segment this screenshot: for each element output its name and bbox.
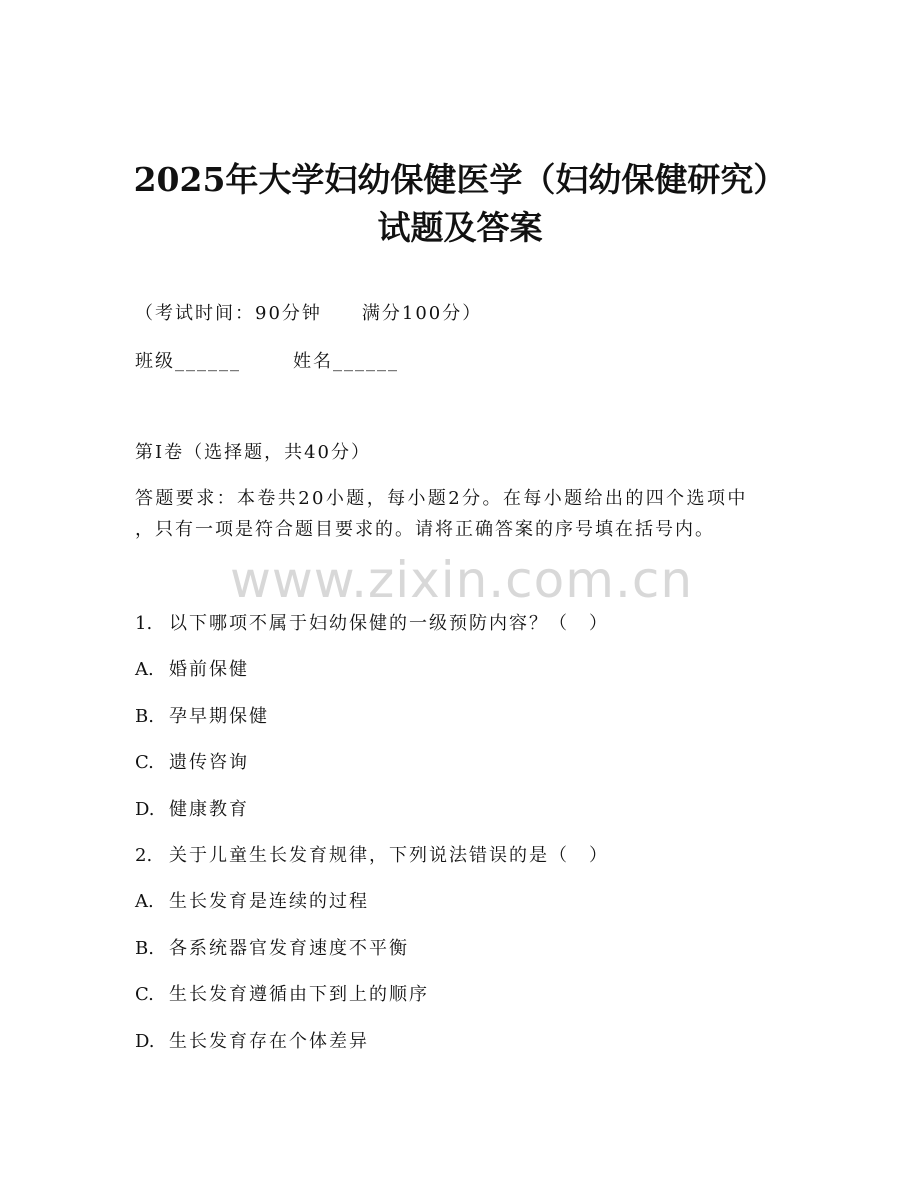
option-letter: C. (135, 752, 154, 773)
watermark: www.zixin.com.cn (230, 551, 694, 609)
name-label: 姓名______ (293, 351, 399, 372)
option-letter: D. (135, 799, 155, 820)
question-2-option-b (135, 936, 409, 962)
requirements-line-1: 答题要求：本卷共20小题，每小题2分。在每小题给出的四个选项中 (135, 488, 748, 509)
option-text: 遗传咨询 (169, 752, 249, 773)
question-number: 2. (135, 845, 153, 866)
question-1-option-d (135, 797, 249, 823)
option-letter: C. (135, 984, 154, 1005)
option-text: 健康教育 (169, 799, 249, 820)
option-letter: B. (135, 706, 154, 727)
document-title-line-1: 2025年大学妇幼保健医学（妇幼保健研究） (133, 160, 787, 199)
question-2 (135, 843, 609, 869)
question-number: 1. (135, 613, 153, 634)
option-text: 孕早期保健 (169, 706, 269, 727)
option-letter: B. (135, 938, 154, 959)
question-2-option-a (135, 889, 369, 915)
option-text: 生长发育遵循由下到上的顺序 (169, 984, 429, 1005)
section-title: 第I卷（选择题，共40分） (135, 442, 372, 463)
question-1 (135, 611, 609, 637)
question-1-option-b (135, 704, 269, 730)
class-label: 班级______ (135, 351, 241, 372)
question-2-option-d (135, 1029, 369, 1055)
requirements-line-2: ，只有一项是符合题目要求的。请将正确答案的序号填在括号内。 (135, 519, 715, 540)
question-text: 以下哪项不属于妇幼保健的一级预防内容？（ ） (169, 613, 609, 634)
option-text: 婚前保健 (169, 659, 249, 680)
document-title-line-2: 试题及答案 (377, 208, 543, 247)
question-2-option-c (135, 982, 429, 1008)
option-text: 各系统器官发育速度不平衡 (169, 938, 409, 959)
student-info-row (135, 349, 399, 375)
question-1-option-c (135, 750, 249, 776)
question-text: 关于儿童生长发育规律，下列说法错误的是（ ） (169, 845, 609, 866)
exam-info: （考试时间：90分钟 满分100分） (135, 303, 483, 324)
question-1-option-a (135, 657, 249, 683)
option-letter: A. (135, 659, 154, 680)
option-letter: D. (135, 1031, 155, 1052)
option-text: 生长发育存在个体差异 (169, 1031, 369, 1052)
option-letter: A. (135, 891, 154, 912)
option-text: 生长发育是连续的过程 (169, 891, 369, 912)
